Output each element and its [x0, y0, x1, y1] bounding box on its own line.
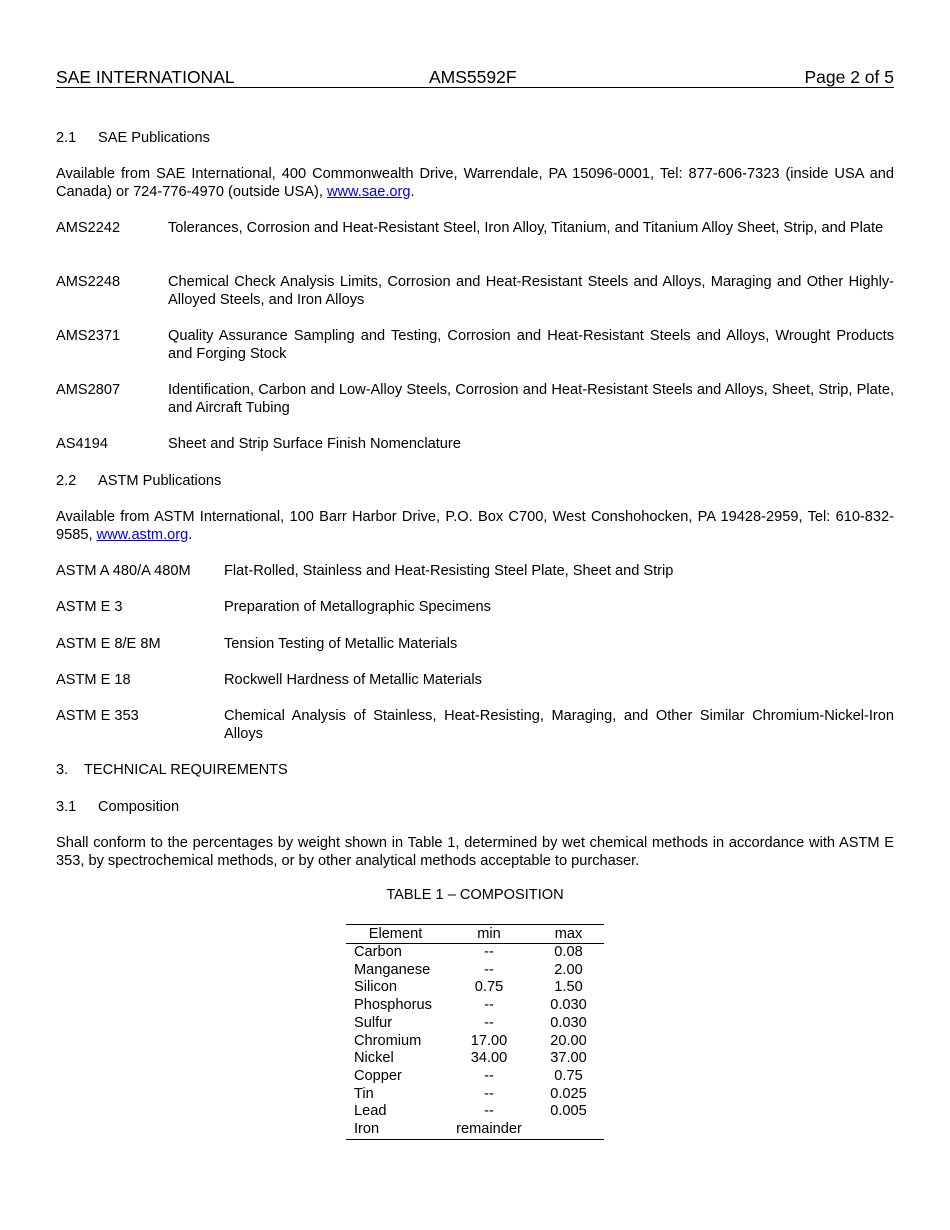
max-cell: 37.00 — [550, 1050, 587, 1067]
min-cell: -- — [484, 1067, 494, 1084]
sae-website-link[interactable]: www.sae.org — [326, 184, 411, 200]
section-number: 3. — [56, 762, 69, 778]
header-rule — [56, 87, 894, 88]
table-row — [346, 1121, 604, 1139]
ref-code: ASTM E 8/E 8M — [56, 636, 161, 652]
header-org: SAE INTERNATIONAL — [56, 67, 235, 87]
ref-code: AMS2242 — [56, 220, 121, 236]
ref-code: ASTM E 18 — [56, 672, 131, 688]
table-row — [346, 1050, 604, 1068]
section-2-1-heading — [56, 129, 210, 147]
table-title: TABLE 1 – COMPOSITION — [386, 887, 564, 903]
column-header-min: min — [445, 925, 533, 944]
table-row — [346, 1068, 604, 1086]
min-cell: 17.00 — [470, 1032, 508, 1049]
section-number: 2.2 — [56, 473, 77, 489]
ref-code: AS4194 — [56, 436, 108, 452]
ref-description: Sheet and Strip Surface Finish Nomenclature — [168, 436, 461, 452]
element-cell: Tin — [354, 1085, 374, 1102]
availability-text: Available from ASTM International, 100 Barr Harbor Drive, P.O. Box C700, West Conshohocken, PA 19428-2959, Tel: 610-832-9585, — [56, 509, 894, 543]
ref-code: ASTM A 480/A 480M — [56, 563, 191, 579]
max-cell — [533, 1121, 604, 1139]
table-row — [346, 1033, 604, 1051]
ref-code: AMS2371 — [56, 328, 121, 344]
min-cell: -- — [484, 997, 494, 1014]
table-row — [346, 1015, 604, 1033]
min-cell: -- — [484, 1014, 494, 1031]
table-row — [346, 1103, 604, 1121]
max-cell: 1.50 — [554, 979, 583, 996]
table-row — [346, 979, 604, 997]
table-header-row — [346, 925, 604, 944]
max-cell: 0.030 — [550, 1014, 587, 1031]
ref-description: Chemical Analysis of Stainless, Heat-Resisting, Maraging, and Other Similar Chromium-Nickel-Iron Alloys — [224, 708, 894, 742]
element-cell: Manganese — [354, 961, 431, 978]
astm-availability-paragraph — [56, 508, 894, 544]
element-cell: Nickel — [354, 1050, 394, 1067]
element-cell: Copper — [354, 1067, 402, 1084]
section-title: Composition — [98, 799, 180, 815]
ref-code: AMS2248 — [56, 274, 121, 290]
min-cell: 34.00 — [470, 1050, 508, 1067]
header-doc-number: AMS5592F — [429, 67, 517, 87]
table-row — [346, 944, 604, 962]
ref-code: ASTM E 353 — [56, 708, 139, 724]
ref-description: Tolerances, Corrosion and Heat-Resistant Steel, Iron Alloy, Titanium, and Titanium Alloy Sheet, Strip, and Plate — [168, 220, 884, 236]
element-cell: Sulfur — [354, 1014, 393, 1031]
section-3-1-heading — [56, 798, 179, 816]
max-cell: 0.005 — [550, 1103, 587, 1120]
max-cell: 0.75 — [554, 1067, 583, 1084]
section-3-heading — [56, 761, 288, 779]
ref-description: Tension Testing of Metallic Materials — [224, 636, 458, 652]
ref-description: Flat-Rolled, Stainless and Heat-Resisting Steel Plate, Sheet and Strip — [224, 563, 674, 579]
ref-code: ASTM E 3 — [56, 599, 123, 615]
section-2-2-heading — [56, 472, 221, 490]
document-page — [56, 0, 894, 1230]
table-row — [346, 997, 604, 1015]
ref-code: AMS2807 — [56, 382, 121, 398]
min-cell: 0.75 — [474, 979, 504, 996]
max-cell: 20.00 — [550, 1032, 587, 1049]
element-cell: Chromium — [354, 1032, 422, 1049]
astm-website-link[interactable]: www.astm.org — [96, 527, 189, 543]
section-title: SAE Publications — [98, 130, 210, 146]
min-cell: remainder — [456, 1121, 522, 1138]
column-header-element: Element — [346, 925, 445, 944]
section-number: 3.1 — [56, 799, 77, 815]
composition-table — [346, 924, 604, 1140]
period: . — [410, 184, 415, 200]
ref-description: Chemical Check Analysis Limits, Corrosion and Heat-Resistant Steels and Alloys, Maraging and Other Highly-Alloyed Steels, and Iron Alloys — [168, 274, 894, 308]
max-cell: 0.08 — [554, 944, 583, 960]
availability-text: Available from SAE International, 400 Commonwealth Drive, Warrendale, PA 15096-0001, Tel: 877-606-7323 (inside USA and Canada) or 724-776-4970 (outside USA), — [56, 166, 894, 200]
sae-availability-paragraph — [56, 165, 894, 201]
min-cell: -- — [484, 1085, 494, 1102]
composition-paragraph: Shall conform to the percentages by weight shown in Table 1, determined by wet chemical methods in accordance with ASTM E 353, by spectrochemical methods, or by other analytical methods acceptable to purchaser. — [56, 835, 894, 869]
min-cell: -- — [484, 1103, 494, 1120]
element-cell: Carbon — [354, 944, 402, 960]
table-row — [346, 962, 604, 980]
max-cell: 0.025 — [550, 1085, 587, 1102]
section-number: 2.1 — [56, 130, 77, 146]
header-page-number: Page 2 of 5 — [804, 67, 894, 87]
column-header-max: max — [533, 925, 604, 944]
min-cell: -- — [484, 961, 494, 978]
max-cell: 2.00 — [554, 961, 583, 978]
max-cell: 0.030 — [550, 997, 587, 1014]
min-cell: -- — [484, 944, 494, 960]
element-cell: Silicon — [354, 979, 397, 996]
ref-description: Preparation of Metallographic Specimens — [224, 599, 491, 615]
period: . — [188, 527, 193, 543]
ref-description: Identification, Carbon and Low-Alloy Steels, Corrosion and Heat-Resistant Steels and Alloys, Sheet, Strip, Plate, and Aircraft Tubing — [168, 382, 894, 416]
section-title: ASTM Publications — [98, 473, 222, 489]
section-title: TECHNICAL REQUIREMENTS — [84, 762, 288, 778]
table-row — [346, 1086, 604, 1104]
element-cell: Iron — [354, 1121, 380, 1138]
ref-description: Quality Assurance Sampling and Testing, Corrosion and Heat-Resistant Steels and Alloys, Wrought Products and Forging Stock — [168, 328, 894, 362]
element-cell: Phosphorus — [354, 997, 432, 1014]
element-cell: Lead — [354, 1103, 387, 1120]
ref-description: Rockwell Hardness of Metallic Materials — [224, 672, 482, 688]
